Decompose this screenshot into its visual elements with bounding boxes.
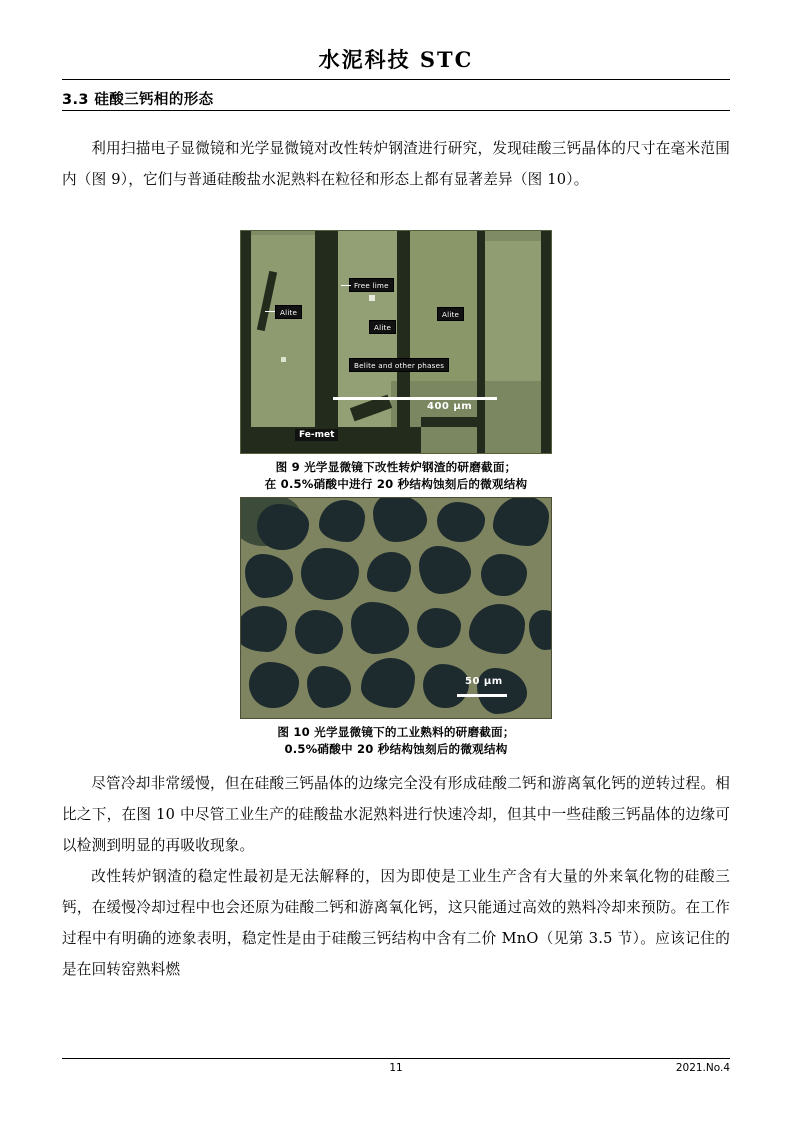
micro-bright-spot [281, 357, 286, 362]
footer-page-number: 11 [389, 1062, 403, 1074]
heading-divider [62, 110, 730, 111]
scale-bar [457, 694, 507, 697]
micro-crystal [529, 610, 552, 650]
section-heading: 3.3 硅酸三钙相的形态 [62, 92, 214, 108]
micro-crystal [301, 548, 359, 600]
micro-crystal [481, 554, 527, 596]
micro-boundary [241, 231, 251, 454]
label-alite-1: Alite [275, 305, 302, 319]
footer-divider [62, 1058, 730, 1059]
journal-title: 水泥科技 STC [318, 47, 474, 72]
micro-bright-spot [369, 295, 375, 301]
figure-9-image [240, 230, 552, 454]
footer-issue: 2021.No.4 [675, 1062, 730, 1074]
micro-crystal [367, 552, 411, 592]
micro-crystal [423, 664, 469, 708]
paragraph-3: 改性转炉钢渣的稳定性最初是无法解释的，因为即使是工业生产含有大量的外来氧化物的硅酸三钙，在缓慢冷却过程中也会还原为硅酸二钙和游离氧化钙，这只能通过高效的熟料冷却来预防。在工作过程中有明确的迹象表明，稳定性是由于硅酸三钙结构中含有二价 MnO（见第 3.5 节）。应该记住的是在回转窑熟料燃 [62, 868, 730, 978]
micro-crystal [419, 546, 471, 594]
label-belite: Belite and other phases [349, 358, 449, 372]
page-header [62, 0, 730, 78]
micro-crystal [307, 666, 351, 708]
label-fe-met: Fe-met [295, 429, 338, 441]
header-divider [62, 79, 730, 80]
figure-10-caption-line1: 图 10 光学显微镜下的工业熟料的研磨截面； [277, 725, 515, 739]
micro-crystal [437, 502, 485, 542]
scale-bar [333, 397, 497, 400]
figure-9-caption [62, 459, 730, 493]
micro-crystal [257, 504, 309, 550]
figure-9-caption-line1: 图 9 光学显微镜下改性转炉钢渣的研磨截面； [275, 460, 517, 474]
figure-10 [62, 497, 730, 758]
figure-10-caption-line2: 0.5%硝酸中 20 秒结构蚀刻后的微观结构 [284, 742, 508, 756]
label-alite-2: Alite [369, 320, 396, 334]
micro-grain [337, 231, 397, 454]
micro-crystal [319, 500, 365, 542]
micro-boundary [397, 231, 410, 454]
figure-9-caption-line2: 在 0.5%硝酸中进行 20 秒结构蚀刻后的微观结构 [264, 477, 528, 491]
micro-crystal [477, 668, 527, 714]
micro-crystal [295, 610, 343, 654]
label-free-lime: Free lime [349, 278, 394, 292]
intro-paragraph-block [62, 118, 730, 209]
micro-crystal [361, 658, 415, 708]
page-content [62, 0, 730, 1122]
micro-crystal [373, 497, 427, 542]
figure-10-image [240, 497, 552, 719]
scale-label: 50 µm [465, 676, 503, 687]
paragraph-2: 尽管冷却非常缓慢，但在硅酸三钙晶体的边缘完全没有形成硅酸二钙和游离氧化钙的逆转过程。相比之下，在图 10 中尽管工业生产的硅酸盐水泥熟料进行快速冷却，但其中一些硅酸三钙晶体的边缘可以检测到明显的再吸收现象。 [62, 775, 730, 854]
paragraph-1: 利用扫描电子显微镜和光学显微镜对改性转炉钢渣进行研究，发现硅酸三钙晶体的尺寸在毫米范围内（图 9），它们与普通硅酸盐水泥熟料在粒径和形态上都有显著差异（图 10）。 [62, 139, 730, 188]
label-leader [265, 311, 275, 312]
micro-grain [249, 235, 315, 451]
micro-boundary [541, 231, 552, 454]
micro-crystal [245, 554, 293, 598]
label-alite-3: Alite [437, 307, 464, 321]
micro-crack [421, 417, 481, 427]
figure-9 [62, 230, 730, 493]
micro-crystal [493, 497, 549, 546]
micro-crystal [240, 606, 287, 652]
figure-10-caption [62, 724, 730, 758]
micro-crystal [469, 604, 525, 654]
scale-label: 400 µm [427, 401, 473, 412]
micro-crystal [417, 608, 461, 648]
micro-crystal [351, 602, 409, 654]
micro-crystal [249, 662, 299, 708]
micro-boundary [315, 231, 338, 454]
label-leader [341, 285, 351, 286]
body-paragraph-block [62, 768, 730, 985]
